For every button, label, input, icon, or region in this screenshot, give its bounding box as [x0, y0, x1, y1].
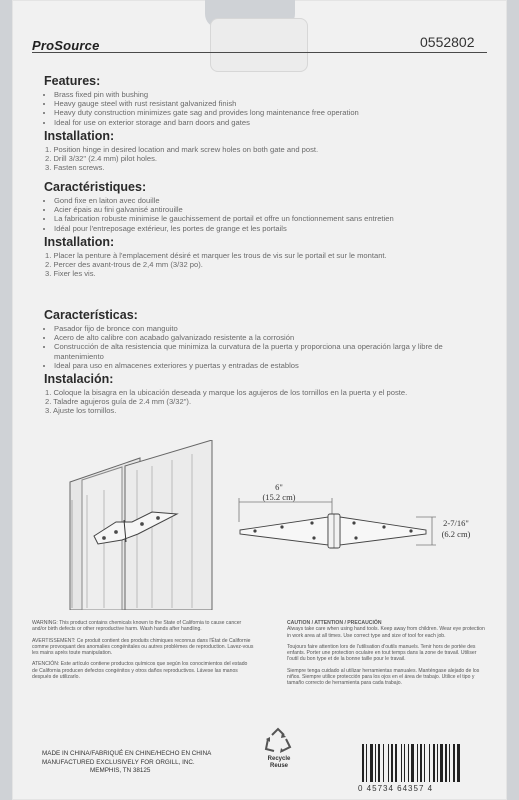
list-item: • La fabrication robuste minimise le gauchissement de portail et offre un fonctionnement sans entretien	[54, 214, 484, 223]
height-metric: (6.2 cm)	[441, 529, 471, 539]
list-item: • Ideal for use on exterior storage and barn doors and gates	[54, 118, 484, 127]
install-heading-es: Instalación:	[44, 372, 114, 387]
features-list-en	[44, 90, 484, 127]
dimension-diagram	[239, 482, 471, 548]
features-list-es	[44, 324, 484, 370]
list-item: 2. Percer des avant-trous de 2,4 mm (3/32 po).	[45, 260, 203, 270]
list-item: • Acero de alto calibre con acabado galvanizado resistente a la corrosión	[54, 333, 484, 342]
width-metric: (15.2 cm)	[262, 492, 296, 502]
warning-block	[32, 620, 254, 680]
french-section	[44, 180, 484, 278]
recycle-icon	[262, 727, 294, 755]
list-item: • Idéal pour l'entreposage extérieur, les portes de grange et les portails	[54, 224, 484, 233]
list-item: 1. Coloque la bisagra en la ubicación deseada y marque los agujeros de los tornillos en la puerta y el poste.	[45, 388, 408, 398]
features-heading-es: Características:	[44, 308, 138, 322]
features-heading-en: Features:	[44, 74, 101, 88]
list-item: • Acier épais au fini galvanisé antirouille	[54, 205, 484, 214]
caution-en: Always take care when using hand tools. Keep away from children. Wear eye protection in work area at all times. Use correct type and size of tool for each job.	[287, 626, 485, 639]
spanish-section	[44, 308, 484, 416]
manufactured-for: MANUFACTURED EXCLUSIVELY FOR ORGILL, INC.	[42, 758, 195, 766]
brand-logo: ProSource	[32, 38, 100, 53]
features-heading-fr: Caractéristiques:	[44, 180, 147, 194]
english-section	[44, 74, 484, 172]
install-list-es	[44, 388, 484, 416]
height-label: 2-7/16"	[443, 518, 469, 528]
warning-en: WARNING: This product contains chemicals known to the State of California to cause cancer and/or birth defects or other reproductive harm. Wash hands after handling.	[32, 620, 242, 633]
list-item: • Heavy gauge steel with rust resistant galvanized finish	[54, 99, 484, 108]
caution-title: CAUTION / ATTENTION / PRECAUCIÓN	[287, 620, 382, 626]
features-list-fr	[44, 196, 484, 233]
caution-es: Siempre tenga cuidado al utilizar herramientas manuales. Manténgase alejado de los niños. Siempre utilice protección para los ojos en el área de trabajo. Utilice el tipo y tamaño correcto de herramienta para cada trabajo.	[287, 667, 480, 687]
list-item: 2. Taladre agujeros guía de 2.4 mm (3/32").	[45, 397, 192, 407]
reuse-text: Reuse	[269, 763, 288, 769]
list-item: • Heavy duty construction minimizes gate sag and provides long maintenance free operation	[54, 108, 484, 117]
sku-number: 0552802	[420, 34, 475, 50]
list-item: • Construcción de alta resistencia que minimiza la curvatura de la puerta y proporciona una operación larga y libre de mantenimiento	[54, 342, 484, 360]
recycle-text: Recycle	[267, 756, 291, 762]
gate-sketch	[70, 440, 212, 610]
list-item: • Ideal para uso en almacenes exteriores y puertas y entradas de establos	[54, 361, 484, 370]
warning-es: ATENCIÓN: Este artículo contiene productos químicos que según los conocimientos del estado de California producen defectos congénitos y otros daños reproductivos. Lávese las manos después de utilizarlo.	[32, 661, 248, 681]
install-heading-en: Installation:	[44, 128, 115, 143]
list-item: 1. Position hinge in desired location and mark screw holes on both gate and post.	[45, 144, 319, 154]
manufacturer-info	[42, 750, 232, 776]
list-item: • Pasador fijo de bronce con manguito	[54, 324, 484, 333]
list-item: 3. Ajuste los tornillos.	[45, 406, 117, 416]
list-item: 1. Placer la penture à l'emplacement désiré et marquer les trous de vis sur le portail et sur le montant.	[45, 250, 387, 260]
manufacturer-city: MEMPHIS, TN 38125	[90, 767, 151, 775]
hang-tab	[210, 18, 308, 72]
width-label: 6"	[275, 482, 283, 492]
made-in: MADE IN CHINA/FABRIQUÉ EN CHINE/HECHO EN CHINA	[42, 750, 212, 757]
caution-fr: Toujours faire attention lors de l'utilisation d'outils manuels. Tenir hors de portée des enfants. Porter une protection oculaire en tout temps dans la zone de travail. Utiliser l'outil du bon type et de la bonne taille pour le travail.	[287, 643, 477, 663]
list-item: 3. Fixer les vis.	[45, 269, 96, 279]
install-list-fr	[44, 251, 484, 279]
list-item: • Brass fixed pin with bushing	[54, 90, 484, 99]
install-list-en	[44, 145, 484, 173]
divider	[32, 52, 487, 53]
caution-block	[287, 620, 487, 687]
list-item: 3. Fasten screws.	[45, 163, 105, 173]
barcode	[360, 744, 484, 784]
install-heading-fr: Installation:	[44, 234, 115, 249]
hinge-illustration	[12, 440, 507, 610]
list-item: • Gond fixe en laiton avec douille	[54, 196, 484, 205]
list-item: 2. Drill 3/32" (2.4 mm) pilot holes.	[45, 154, 158, 164]
warning-fr: AVERTISSEMENT: Ce produit contient des produits chimiques reconnus dans l'État de Californie comme provoquant des anomalies congénitales ou autres problèmes de reproduction. Lavez-vous les mains après toute manipulation.	[32, 637, 254, 657]
barcode-number: 0 45734 64357 4	[358, 784, 434, 793]
recycle-label	[262, 756, 296, 770]
